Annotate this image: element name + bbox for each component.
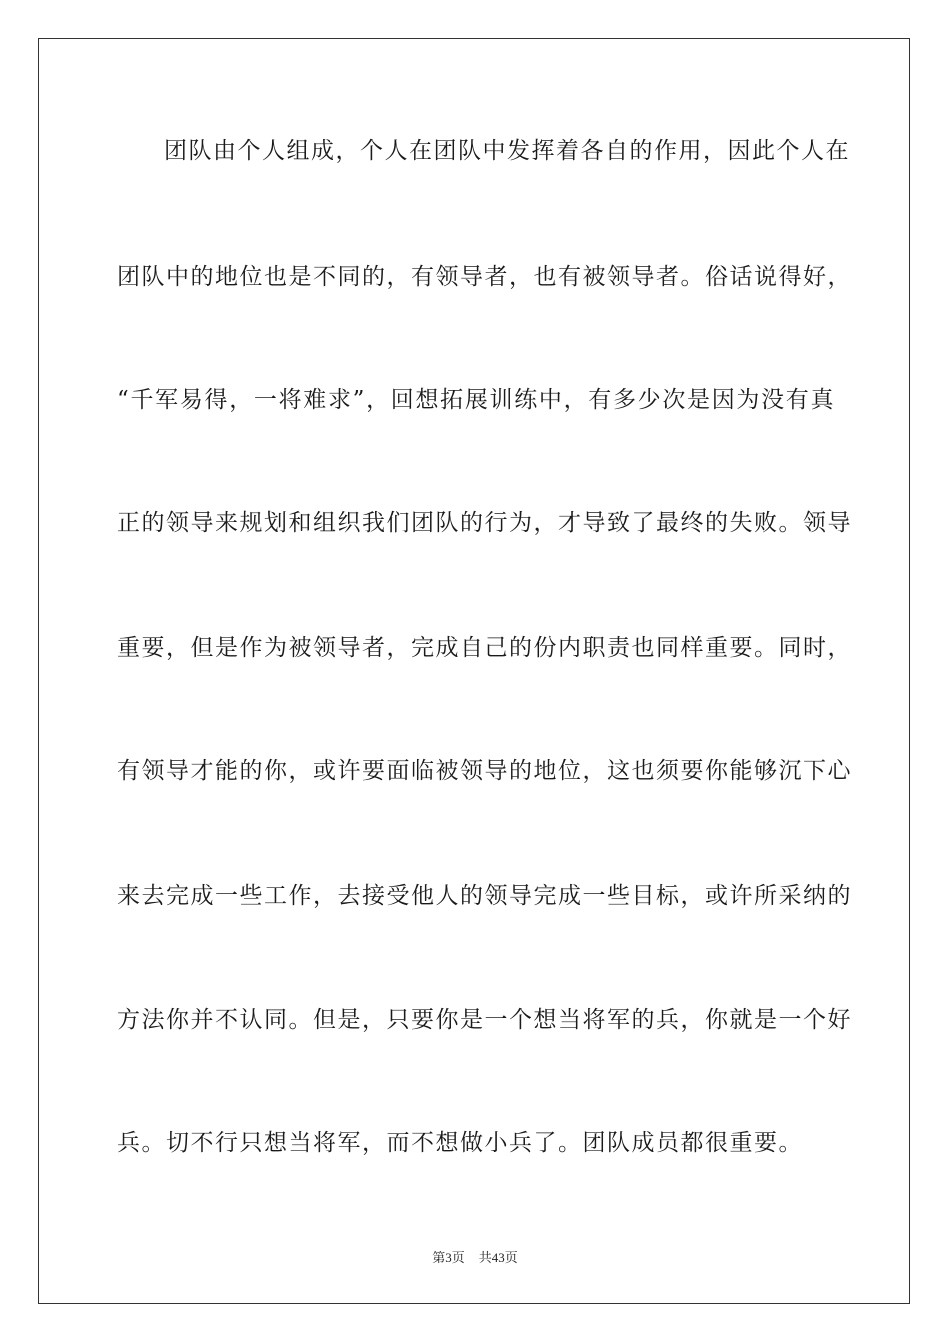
- paragraph-line: 团队由个人组成，个人在团队中发挥着各自的作用，因此个人在: [164, 138, 850, 164]
- total-pages: 共43页: [478, 1250, 518, 1265]
- page-number: 第3页: [432, 1250, 465, 1265]
- paragraph-line: 有领导才能的你，或许要面临被领导的地位，这也须要你能够沉下心: [117, 758, 852, 784]
- paragraph-line: 来去完成一些工作，去接受他人的领导完成一些目标，或许所采纳的: [117, 883, 852, 909]
- paragraph-line: “千军易得，一将难求”，回想拓展训练中，有多少次是因为没有真: [117, 387, 835, 413]
- page-border: [38, 38, 910, 1304]
- paragraph-line: 兵。切不行只想当将军，而不想做小兵了。团队成员都很重要。: [117, 1130, 803, 1156]
- page-footer: [0, 1247, 950, 1266]
- paragraph-line: 正的领导来规划和组织我们团队的行为，才导致了最终的失败。领导: [117, 510, 852, 536]
- paragraph-line: 方法你并不认同。但是，只要你是一个想当将军的兵，你就是一个好: [117, 1007, 852, 1033]
- paragraph-line: 重要，但是作为被领导者，完成自己的份内职责也同样重要。同时，: [117, 635, 852, 661]
- paragraph-line: 团队中的地位也是不同的，有领导者，也有被领导者。俗话说得好，: [117, 264, 852, 290]
